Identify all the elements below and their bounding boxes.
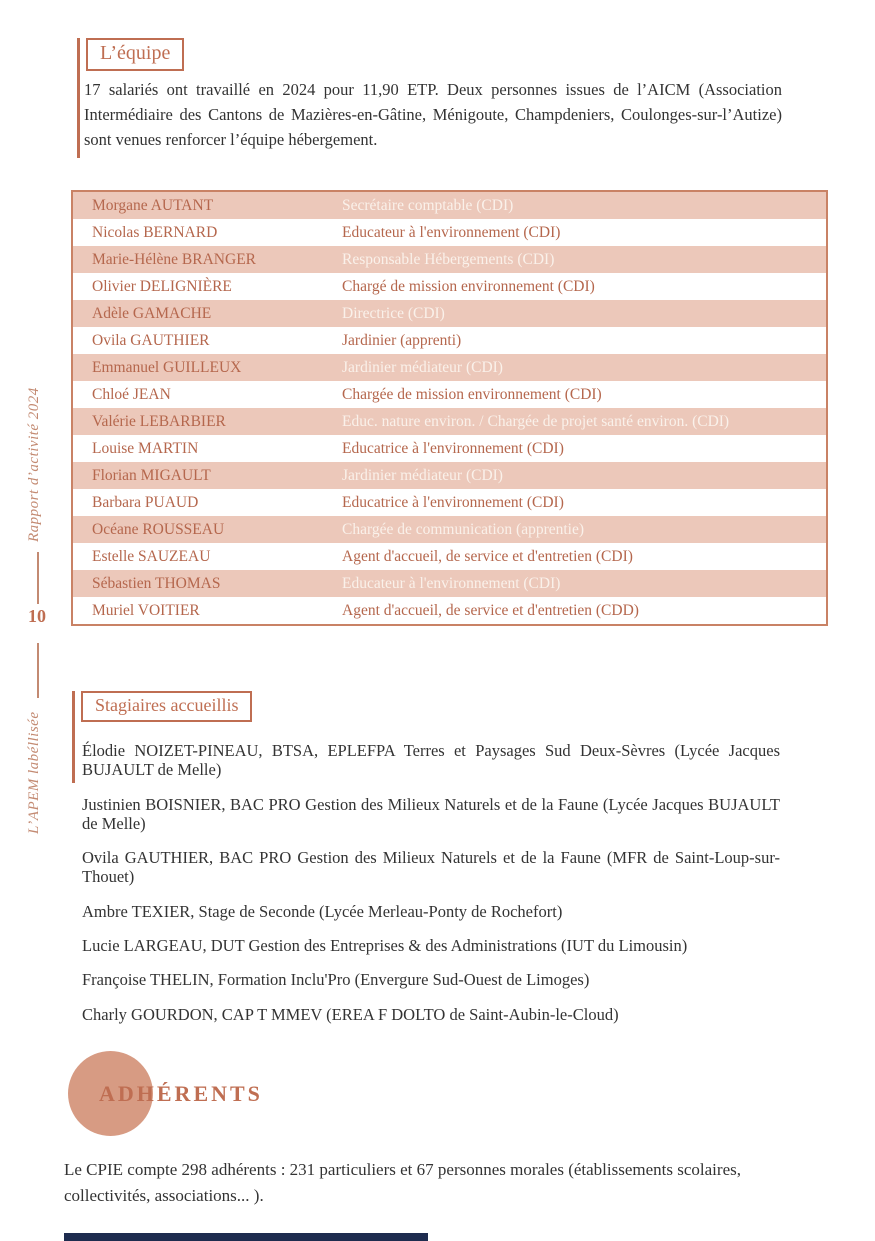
staff-table-row (73, 408, 826, 435)
staff-table-row (73, 327, 826, 354)
staff-name: Adèle GAMACHE (92, 304, 212, 322)
staff-table-row (73, 516, 826, 543)
staff-name: Florian MIGAULT (92, 466, 211, 484)
stagiaire-item: Justinien BOISNIER, BAC PRO Gestion des Milieux Naturels et de la Faune (Lycée Jacques BUJAULT de Melle) (82, 794, 780, 833)
staff-table-row (73, 354, 826, 381)
stagiaires-title-text: Stagiaires accueillis (95, 695, 239, 715)
staff-table-row (73, 300, 826, 327)
staff-table-row (73, 246, 826, 273)
staff-table-row (73, 462, 826, 489)
staff-name: Valérie LEBARBIER (92, 412, 226, 430)
sidebar-divider-bottom (37, 643, 39, 698)
staff-table-row (73, 597, 826, 624)
staff-name: Océane ROUSSEAU (92, 520, 225, 538)
staff-name: Sébastien THOMAS (92, 574, 221, 592)
stagiaire-item: Ovila GAUTHIER, BAC PRO Gestion des Milieux Naturels et de la Faune (MFR de Saint-Loup-sur-Thouet) (82, 848, 780, 887)
staff-role: Jardinier médiateur (CDI) (342, 358, 503, 376)
sidebar-divider-top (37, 552, 39, 604)
staff-name: Ovila GAUTHIER (92, 331, 210, 349)
staff-name: Morgane AUTANT (92, 196, 214, 214)
staff-role: Agent d'accueil, de service et d'entretien (CDI) (342, 547, 633, 565)
staff-table-row (73, 570, 826, 597)
staff-role: Responsable Hébergements (CDI) (342, 250, 555, 268)
staff-name: Marie-Hélène BRANGER (92, 250, 256, 268)
staff-table (71, 190, 828, 626)
staff-role: Secrétaire comptable (CDI) (342, 196, 514, 214)
sidebar-report-title: Rapport d’activité 2024 (26, 387, 42, 542)
staff-role: Jardinier médiateur (CDI) (342, 466, 503, 484)
staff-role: Educ. nature environ. / Chargée de projet santé environ. (CDI) (342, 412, 730, 430)
staff-name: Barbara PUAUD (92, 493, 199, 511)
staff-name: Louise MARTIN (92, 439, 199, 457)
stagiaires-accent-line (72, 691, 75, 783)
staff-name: Muriel VOITIER (92, 601, 200, 619)
equipe-intro-paragraph: 17 salariés ont travaillé en 2024 pour 11,90 ETP. Deux personnes issues de l’AICM (Association Intermédiaire des Cantons de Mazières-en-Gâtine, Ménigoute, Champdeniers, Coulonges-sur-l’Autize) sont venues renforcer l’équipe hébergement. (84, 80, 782, 149)
staff-role: Directrice (CDI) (342, 304, 445, 322)
staff-name: Olivier DELIGNIÈRE (92, 277, 232, 295)
staff-table-row (73, 543, 826, 570)
staff-role: Chargée de communication (apprentie) (342, 520, 585, 538)
staff-name: Nicolas BERNARD (92, 223, 218, 241)
staff-name: Estelle SAUZEAU (92, 547, 211, 565)
staff-role: Educateur à l'environnement (CDI) (342, 223, 561, 241)
staff-role: Educatrice à l'environnement (CDI) (342, 439, 564, 457)
stagiaire-item: Ambre TEXIER, Stage de Seconde (Lycée Merleau-Ponty de Rochefort) (82, 901, 563, 921)
staff-name: Emmanuel GUILLEUX (92, 358, 242, 376)
staff-table-row (73, 192, 826, 219)
stagiaire-item: Élodie NOIZET-PINEAU, BTSA, EPLEFPA Terres et Paysages Sud Deux-Sèvres (Lycée Jacques BUJAULT de Melle) (82, 741, 780, 780)
equipe-section-title (86, 38, 184, 71)
staff-role: Educateur à l'environnement (CDI) (342, 574, 561, 592)
bottom-accent-bar (64, 1233, 428, 1241)
staff-role: Jardinier (apprenti) (342, 331, 462, 349)
stagiaire-item: Françoise THELIN, Formation Inclu'Pro (Envergure Sud-Ouest de Limoges) (82, 970, 590, 990)
page-number: 10 (28, 606, 46, 626)
staff-role: Chargé de mission environnement (CDI) (342, 277, 595, 295)
equipe-accent-line (77, 38, 80, 158)
staff-role: Chargée de mission environnement (CDI) (342, 385, 602, 403)
staff-role: Educatrice à l'environnement (CDI) (342, 493, 564, 511)
staff-role: Agent d'accueil, de service et d'entretien (CDD) (342, 601, 639, 619)
staff-table-row (73, 273, 826, 300)
staff-table-row (73, 435, 826, 462)
stagiaire-item: Lucie LARGEAU, DUT Gestion des Entreprises & des Administrations (IUT du Limousin) (82, 936, 688, 956)
adherents-paragraph: Le CPIE compte 298 adhérents : 231 particuliers et 67 personnes morales (établissements scolaires, collectivités, associations... ). (64, 1160, 741, 1206)
staff-table-row (73, 489, 826, 516)
sidebar-section-label: L’APEM labéllisée (26, 711, 42, 834)
equipe-title-text: L’équipe (100, 42, 171, 64)
stagiaires-section-title (81, 691, 252, 722)
staff-table-row (73, 381, 826, 408)
adherents-section-title: ADHÉRENTS (99, 1081, 263, 1106)
staff-table-row (73, 219, 826, 246)
staff-name: Chloé JEAN (92, 385, 171, 403)
stagiaire-item: Charly GOURDON, CAP T MMEV (EREA F DOLTO de Saint-Aubin-le-Cloud) (82, 1004, 619, 1024)
stagiaires-list (82, 741, 780, 1039)
